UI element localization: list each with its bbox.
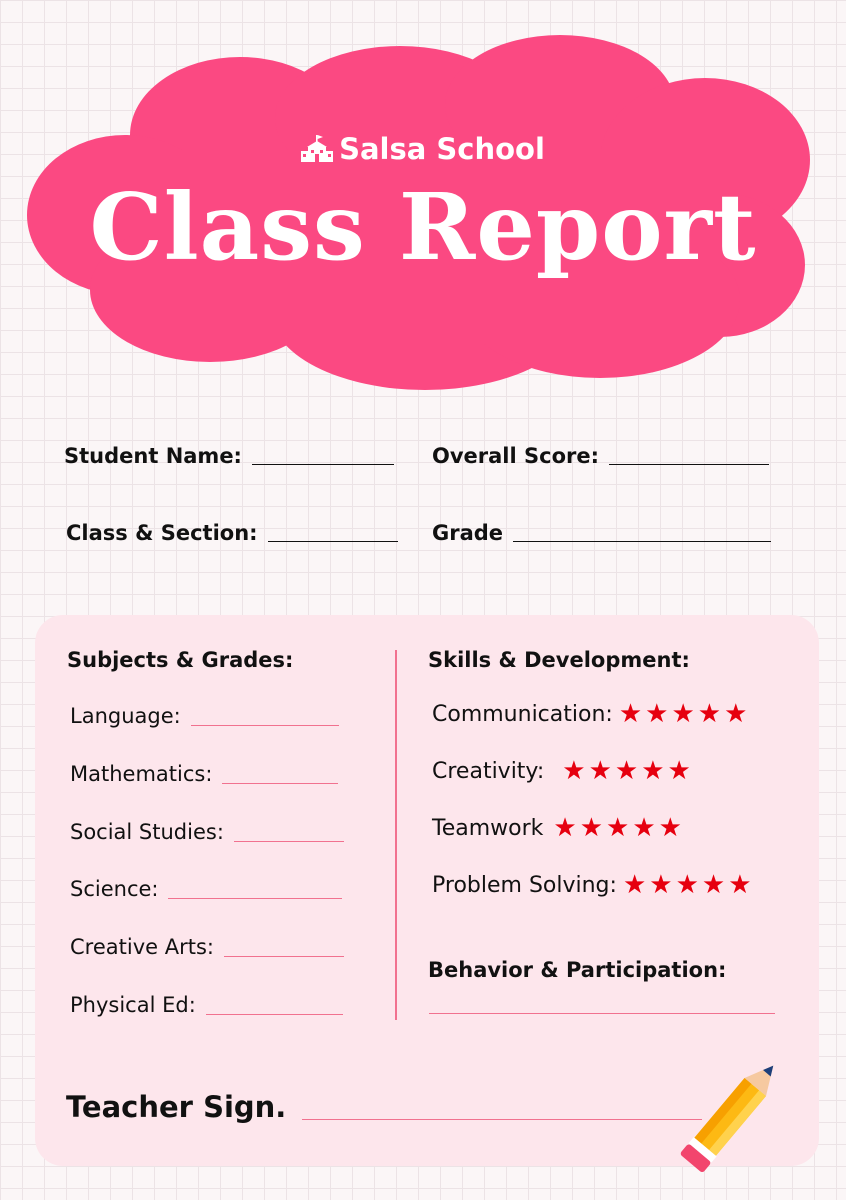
student-name-field[interactable] — [64, 444, 394, 468]
subject-row-creative-arts[interactable] — [70, 935, 344, 959]
subject-grade-line[interactable] — [206, 1014, 343, 1015]
subject-grade-line[interactable] — [191, 725, 339, 726]
student-name-label: Student Name: — [64, 444, 242, 468]
school-building-icon — [301, 135, 333, 163]
subject-row-language[interactable] — [70, 704, 339, 728]
grade-label: Grade — [432, 521, 504, 545]
subject-grade-line[interactable] — [234, 841, 344, 842]
grade-field[interactable] — [432, 521, 771, 545]
subject-label: Language: — [70, 704, 181, 728]
star-icon[interactable]: ★ — [579, 813, 604, 843]
class-section-line[interactable] — [268, 541, 398, 542]
subject-grade-line[interactable] — [168, 898, 342, 899]
skill-row-teamwork — [432, 815, 685, 841]
skill-label: Teamwork — [432, 815, 544, 841]
star-icon[interactable]: ★ — [606, 813, 630, 843]
skill-label: Communication: — [432, 701, 613, 727]
column-divider — [395, 650, 397, 1020]
teacher-sign-label: Teacher Sign. — [66, 1090, 287, 1124]
brand-name: Salsa School — [339, 132, 545, 166]
star-icon[interactable]: ★ — [641, 756, 665, 786]
overall-score-field[interactable] — [432, 444, 769, 468]
skills-heading: Skills & Development: — [428, 648, 690, 672]
skill-row-creativity — [432, 758, 694, 784]
skill-label: Creativity: — [432, 758, 545, 784]
subject-row-physical-ed[interactable] — [70, 993, 343, 1017]
subject-grade-line[interactable] — [222, 783, 338, 784]
subject-row-science[interactable] — [70, 877, 342, 901]
class-section-label: Class & Section: — [66, 521, 258, 545]
class-section-field[interactable] — [66, 521, 398, 545]
star-icon[interactable]: ★ — [667, 756, 691, 786]
subject-row-social-studies[interactable] — [70, 820, 344, 844]
teacher-sign-line[interactable] — [302, 1119, 702, 1120]
star-rating[interactable] — [623, 872, 755, 898]
star-icon[interactable]: ★ — [614, 756, 639, 786]
overall-score-line[interactable] — [609, 464, 769, 465]
skill-label: Problem Solving: — [432, 872, 617, 898]
overall-score-label: Overall Score: — [432, 444, 600, 468]
star-icon[interactable]: ★ — [701, 870, 726, 900]
star-icon[interactable]: ★ — [697, 699, 722, 729]
star-icon[interactable]: ★ — [553, 813, 577, 843]
page-title: Class Report — [89, 173, 757, 281]
star-rating[interactable] — [619, 701, 751, 727]
subject-grade-line[interactable] — [224, 956, 344, 957]
star-icon[interactable]: ★ — [675, 870, 699, 900]
subject-label: Creative Arts: — [70, 935, 214, 959]
star-icon[interactable]: ★ — [618, 699, 643, 729]
student-name-line[interactable] — [252, 464, 394, 465]
school-brand — [0, 132, 846, 166]
star-rating[interactable] — [562, 758, 694, 784]
skill-row-communication — [432, 701, 750, 727]
subjects-heading: Subjects & Grades: — [67, 648, 294, 672]
subject-label: Science: — [70, 877, 159, 901]
star-rating[interactable] — [553, 815, 685, 841]
subject-label: Physical Ed: — [70, 993, 196, 1017]
subject-label: Mathematics: — [70, 762, 213, 786]
star-icon[interactable]: ★ — [562, 756, 586, 786]
star-icon[interactable]: ★ — [632, 813, 656, 843]
grade-line[interactable] — [513, 541, 771, 542]
star-icon[interactable]: ★ — [724, 699, 748, 729]
subject-row-mathematics[interactable] — [70, 762, 338, 786]
star-icon[interactable]: ★ — [671, 699, 695, 729]
star-icon[interactable]: ★ — [728, 870, 752, 900]
pencil-icon — [676, 1044, 796, 1176]
behavior-heading: Behavior & Participation: — [428, 958, 727, 982]
subject-label: Social Studies: — [70, 820, 224, 844]
star-icon[interactable]: ★ — [658, 813, 682, 843]
star-icon[interactable]: ★ — [649, 870, 673, 900]
star-icon[interactable]: ★ — [588, 756, 612, 786]
skill-row-problem-solving — [432, 872, 755, 898]
star-icon[interactable]: ★ — [622, 870, 647, 900]
star-icon[interactable]: ★ — [645, 699, 669, 729]
behavior-line[interactable] — [429, 1013, 775, 1014]
teacher-sign-field[interactable] — [66, 1090, 702, 1124]
